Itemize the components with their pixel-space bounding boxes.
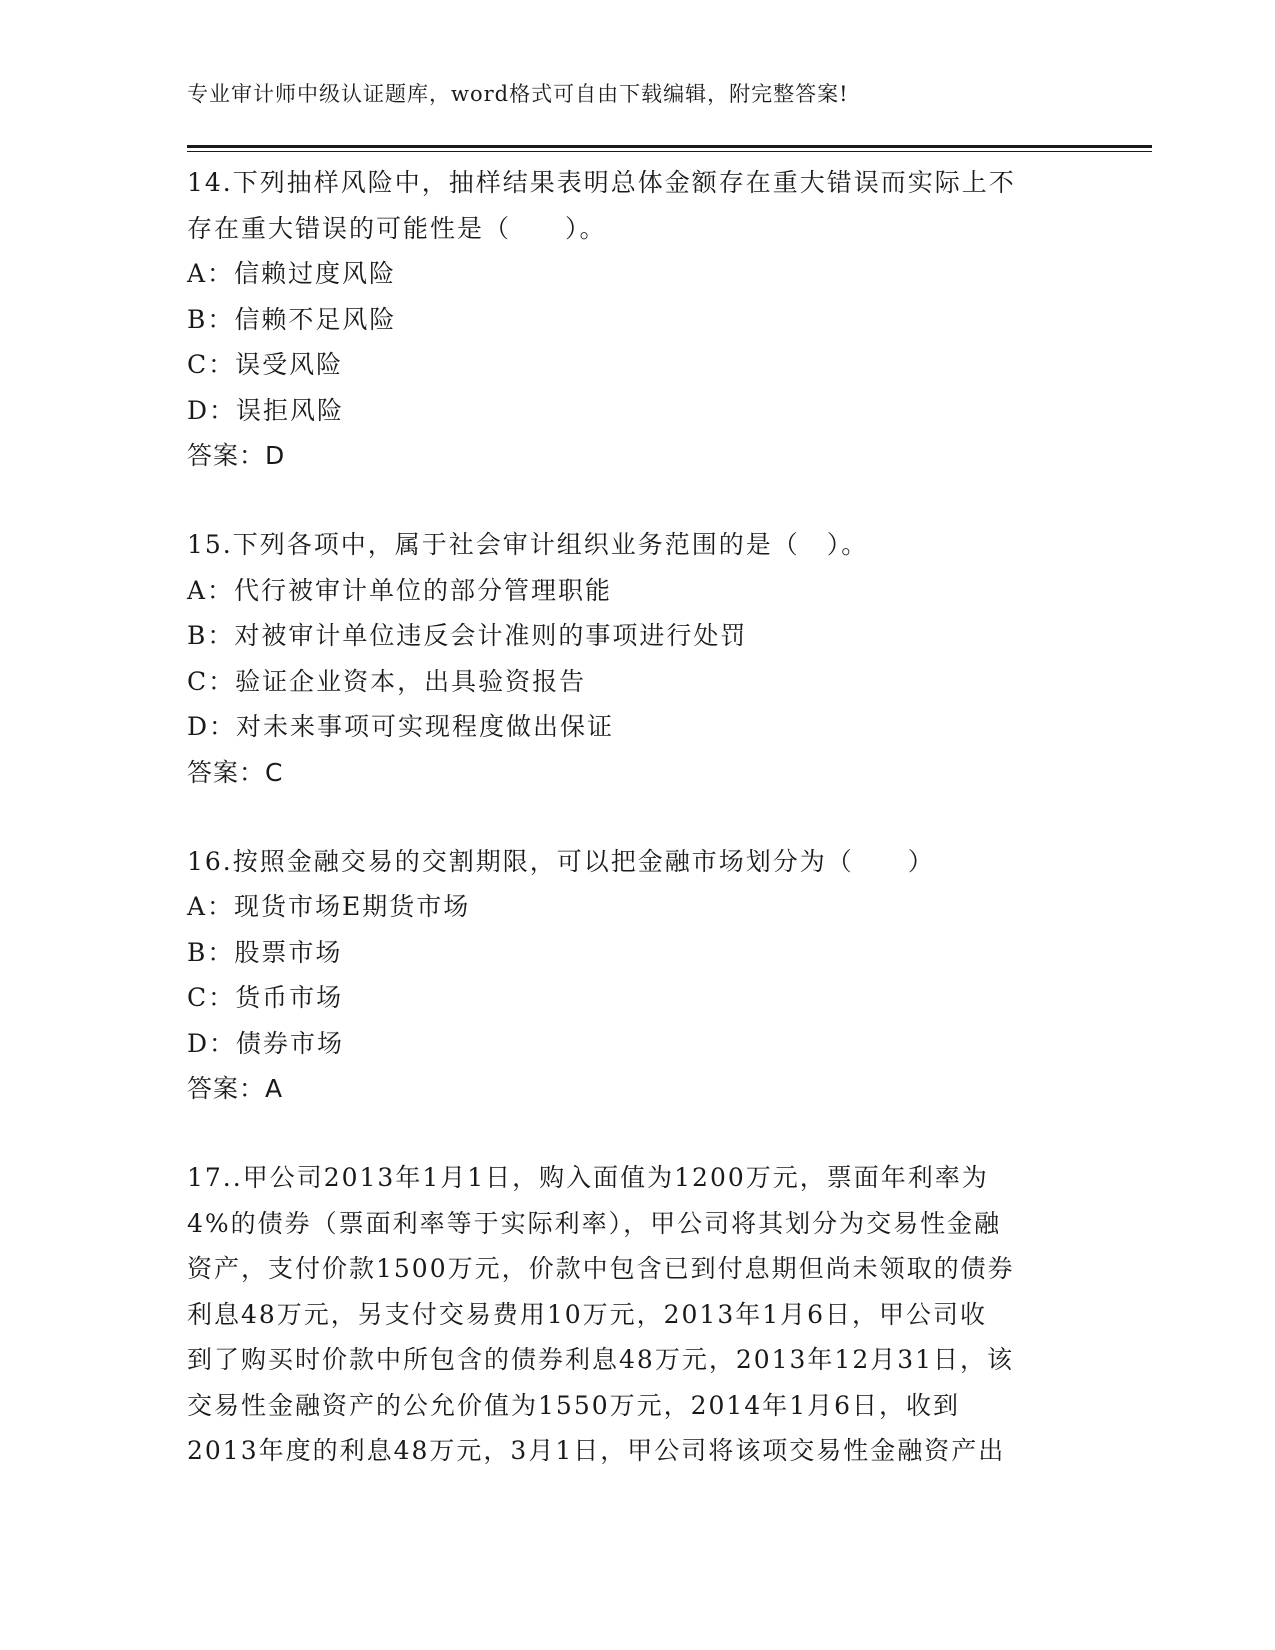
question-stem-line: 交易性金融资产的公允价值为1550万元，2014年1月6日，收到 xyxy=(187,1390,961,1420)
header-divider-thick xyxy=(187,145,1152,148)
option-d: D：对未来事项可实现程度做出保证 xyxy=(187,712,615,741)
question-15 xyxy=(187,522,1087,795)
question-stem-line: 到了购买时价款中所包含的债券利息48万元，2013年12月31日，该 xyxy=(187,1345,1015,1374)
spacer xyxy=(187,478,1087,522)
question-16 xyxy=(187,839,1087,1112)
question-stem-line: 资产，支付价款1500万元，价款中包含已到付息期但尚未领取的债券 xyxy=(187,1254,1015,1283)
answer-line: 答案：C xyxy=(187,757,284,787)
option-b: B：信赖不足风险 xyxy=(187,304,397,334)
question-stem-line: 2013年度的利息48万元，3月1日，甲公司将该项交易性金融资产出 xyxy=(187,1436,1006,1465)
option-a: A：代行被审计单位的部分管理职能 xyxy=(187,575,613,605)
question-stem-line: 存在重大错误的可能性是（ ）。 xyxy=(187,213,607,243)
question-stem-line: 16.按照金融交易的交割期限，可以把金融市场划分为（ ） xyxy=(187,846,935,876)
question-stem-line: 15.下列各项中，属于社会审计组织业务范围的是（ ）。 xyxy=(187,530,869,559)
answer-line: 答案：D xyxy=(187,441,286,470)
header-divider-thin xyxy=(187,151,1152,152)
page-header: 专业审计师中级认证题库，word格式可自由下载编辑，附完整答案! xyxy=(187,82,849,106)
option-b: B：股票市场 xyxy=(187,937,343,967)
option-b: B：对被审计单位违反会计准则的事项进行处罚 xyxy=(187,621,748,650)
option-d: D：债券市场 xyxy=(187,1028,345,1058)
question-stem-line: 4%的债券（票面利率等于实际利率），甲公司将其划分为交易性金融 xyxy=(187,1208,1002,1238)
question-stem-line: 14.下列抽样风险中，抽样结果表明总体金额存在重大错误而实际上不 xyxy=(187,168,1016,197)
option-a: A：现货市场E期货市场 xyxy=(187,892,471,921)
option-c: C：货币市场 xyxy=(187,983,344,1012)
spacer xyxy=(187,1111,1087,1155)
option-d: D：误拒风险 xyxy=(187,395,345,425)
spacer xyxy=(187,795,1087,839)
option-c: C：误受风险 xyxy=(187,350,344,379)
question-stem-line: 利息48万元，另支付交易费用10万元，2013年1月6日，甲公司收 xyxy=(187,1299,988,1329)
option-a: A：信赖过度风险 xyxy=(187,259,397,288)
question-17 xyxy=(187,1155,1087,1474)
answer-line: 答案：A xyxy=(187,1074,284,1103)
question-stem-line: 17..甲公司2013年1月1日，购入面值为1200万元，票面年利率为 xyxy=(187,1163,989,1192)
option-c: C：验证企业资本，出具验资报告 xyxy=(187,666,587,696)
question-list xyxy=(187,160,1087,1474)
question-14 xyxy=(187,160,1087,478)
